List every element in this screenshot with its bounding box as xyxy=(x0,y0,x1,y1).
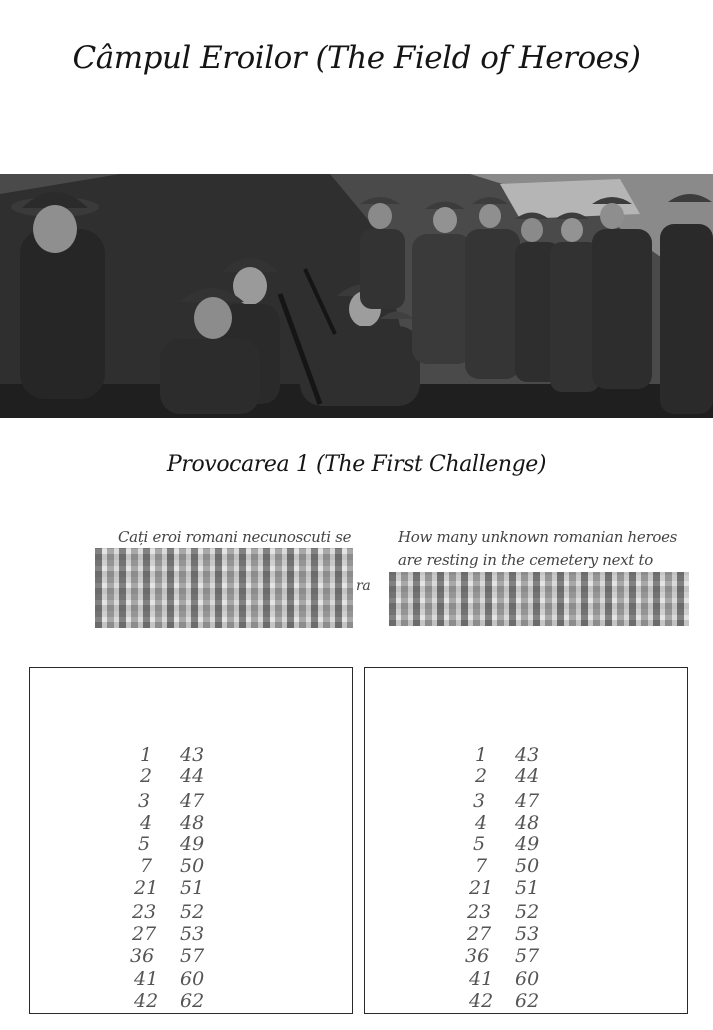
number: 50 xyxy=(515,855,540,877)
number: 62 xyxy=(515,990,540,1012)
number: 3 xyxy=(473,790,486,812)
number: 1 xyxy=(140,744,153,766)
question-en-line1: How many unknown romanian heroes xyxy=(398,528,678,546)
number: 36 xyxy=(130,945,155,967)
number: 52 xyxy=(180,901,205,923)
number: 42 xyxy=(134,990,159,1012)
number: 48 xyxy=(515,812,540,834)
answer-box-left xyxy=(29,667,353,1014)
number: 23 xyxy=(132,901,157,923)
number: 27 xyxy=(132,923,157,945)
number: 49 xyxy=(180,833,205,855)
number: 47 xyxy=(515,790,540,812)
question-en-line2: are resting in the cemetery next to xyxy=(398,551,653,569)
number: 21 xyxy=(469,877,494,899)
number: 41 xyxy=(134,968,159,990)
number: 57 xyxy=(515,945,540,967)
number: 52 xyxy=(515,901,540,923)
number: 2 xyxy=(140,765,153,787)
number: 44 xyxy=(180,765,205,787)
question-ro-fragment: ra xyxy=(356,578,371,594)
number: 49 xyxy=(515,833,540,855)
number: 43 xyxy=(180,744,205,766)
number: 5 xyxy=(473,833,486,855)
number: 4 xyxy=(475,812,488,834)
number: 47 xyxy=(180,790,205,812)
number: 44 xyxy=(515,765,540,787)
number: 5 xyxy=(138,833,151,855)
number: 51 xyxy=(180,877,205,899)
number: 3 xyxy=(138,790,151,812)
number: 41 xyxy=(469,968,494,990)
number: 4 xyxy=(140,812,153,834)
number: 36 xyxy=(465,945,490,967)
number: 60 xyxy=(180,968,205,990)
question-ro: Cați eroi romani necunoscuti se xyxy=(118,528,352,546)
number: 53 xyxy=(180,923,205,945)
number: 7 xyxy=(475,855,488,877)
number: 21 xyxy=(134,877,159,899)
number: 23 xyxy=(467,901,492,923)
challenge-title: Provocarea 1 (The First Challenge) xyxy=(166,452,547,477)
number: 48 xyxy=(180,812,205,834)
number: 57 xyxy=(180,945,205,967)
number: 1 xyxy=(475,744,488,766)
number: 53 xyxy=(515,923,540,945)
redacted-text-ro xyxy=(95,548,353,628)
page-title: Câmpul Eroilor (The Field of Heroes) xyxy=(72,40,641,76)
number: 2 xyxy=(475,765,488,787)
number: 27 xyxy=(467,923,492,945)
redacted-text-en xyxy=(389,572,689,626)
number: 62 xyxy=(180,990,205,1012)
number: 51 xyxy=(515,877,540,899)
soldiers-photo xyxy=(0,174,713,418)
number: 43 xyxy=(515,744,540,766)
number: 60 xyxy=(515,968,540,990)
number: 50 xyxy=(180,855,205,877)
answer-box-right xyxy=(364,667,688,1014)
number: 7 xyxy=(140,855,153,877)
number: 42 xyxy=(469,990,494,1012)
